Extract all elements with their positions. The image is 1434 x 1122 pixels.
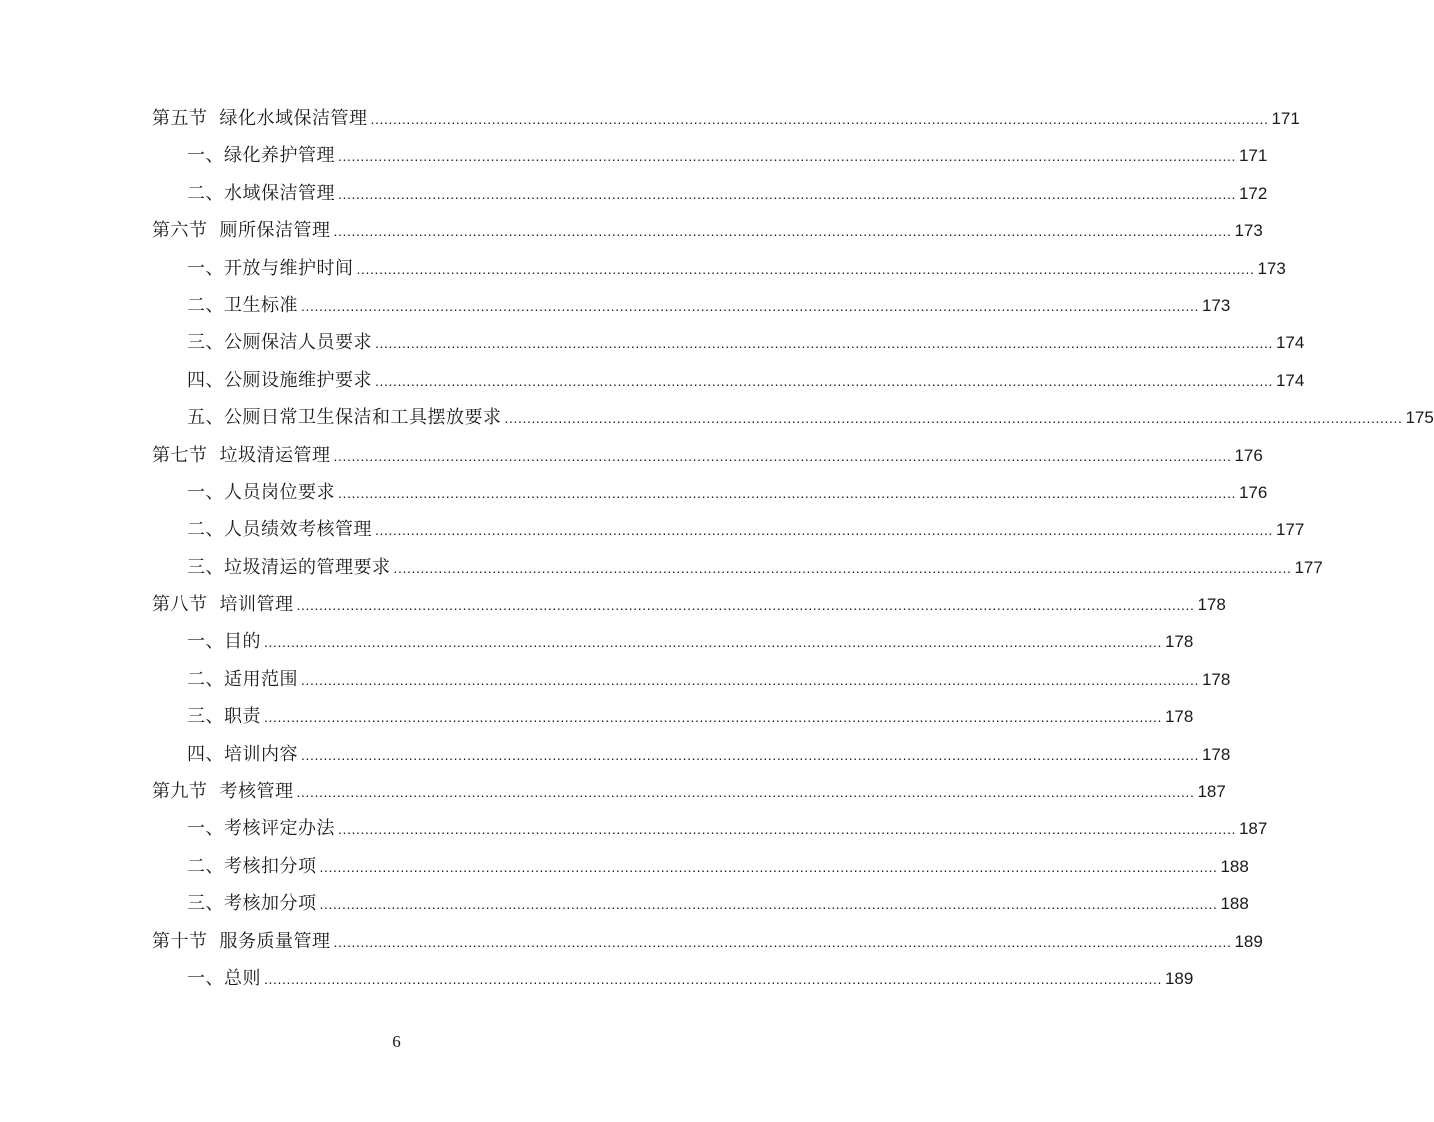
toc-section-entry[interactable] — [152, 773, 1226, 810]
toc-entry-text: 公厕保洁人员要求 — [224, 332, 372, 354]
toc-subsection-entry[interactable] — [152, 137, 1268, 174]
toc-entry-page: 171 — [1238, 146, 1268, 166]
toc-entry-label: 一、 — [187, 967, 224, 989]
toc-entry-label: 一、 — [187, 818, 224, 840]
toc-dot-leader: ........................................................................................................................................................................................................ — [375, 372, 1273, 389]
toc-entry-title — [187, 175, 335, 212]
toc-entry-text: 水域保洁管理 — [224, 182, 335, 204]
toc-entry-text: 考核评定办法 — [224, 818, 335, 840]
toc-entry-title — [187, 250, 354, 287]
toc-entry-page: 173 — [1201, 295, 1231, 315]
toc-dot-leader: ........................................................................................................................................................................................................ — [356, 260, 1255, 277]
toc-entry-label: 一、 — [187, 257, 224, 279]
toc-entry-title — [187, 661, 298, 698]
toc-dot-leader: ........................................................................................................................................................................................................ — [296, 597, 1195, 614]
toc-entry-title — [152, 586, 294, 623]
toc-dot-leader: ........................................................................................................................................................................................................ — [333, 933, 1232, 950]
toc-entry-text: 公厕设施维护要求 — [224, 369, 372, 391]
toc-subsection-entry[interactable] — [152, 960, 1194, 997]
toc-dot-leader: ........................................................................................................................................................................................................ — [375, 335, 1273, 352]
toc-entry-label: 五、 — [187, 407, 224, 429]
toc-entry-title — [187, 549, 391, 586]
toc-entry-text: 总则 — [224, 967, 261, 989]
toc-subsection-entry[interactable] — [152, 885, 1249, 922]
toc-dot-leader: ........................................................................................................................................................................................................ — [338, 185, 1236, 202]
toc-subsection-entry[interactable] — [152, 324, 1305, 361]
toc-subsection-entry[interactable] — [152, 848, 1249, 885]
toc-entry-text: 培训管理 — [219, 594, 294, 616]
toc-entry-label: 第八节 — [152, 594, 208, 616]
table-of-contents — [152, 100, 1434, 997]
toc-entry-title — [187, 885, 317, 922]
toc-dot-leader: ........................................................................................................................................................................................................ — [319, 858, 1218, 875]
toc-subsection-entry[interactable] — [152, 362, 1305, 399]
toc-entry-text: 服务质量管理 — [219, 930, 331, 952]
toc-entry-text: 人员岗位要求 — [224, 481, 335, 503]
toc-entry-title — [187, 848, 317, 885]
toc-entry-page: 173 — [1257, 258, 1286, 278]
toc-entry-page: 174 — [1275, 333, 1305, 353]
toc-entry-text: 垃圾清运的管理要求 — [224, 556, 391, 578]
toc-entry-page: 174 — [1275, 370, 1305, 390]
toc-dot-leader: ........................................................................................................................................................................................................ — [370, 111, 1269, 127]
toc-dot-leader: ........................................................................................................................................................................................................ — [333, 447, 1232, 464]
toc-entry-page: 187 — [1197, 782, 1226, 802]
toc-subsection-entry[interactable] — [152, 810, 1268, 847]
toc-dot-leader: ........................................................................................................................................................................................................ — [375, 522, 1273, 539]
toc-dot-leader: ........................................................................................................................................................................................................ — [301, 671, 1199, 688]
toc-entry-page: 177 — [1275, 520, 1305, 540]
toc-entry-title — [152, 212, 331, 249]
toc-entry-label: 一、 — [187, 631, 224, 653]
toc-entry-label: 第七节 — [152, 444, 208, 466]
toc-entry-title — [187, 362, 372, 399]
toc-dot-leader: ........................................................................................................................................................................................................ — [264, 634, 1162, 651]
toc-entry-label: 四、 — [187, 369, 224, 391]
toc-entry-title — [187, 960, 261, 997]
toc-subsection-entry[interactable] — [152, 474, 1268, 511]
toc-entry-title — [187, 698, 261, 735]
toc-subsection-entry[interactable] — [152, 175, 1268, 212]
toc-entry-page: 178 — [1197, 595, 1226, 615]
toc-entry-page: 188 — [1220, 894, 1249, 914]
toc-entry-label: 二、 — [187, 182, 224, 204]
toc-dot-leader: ........................................................................................................................................................................................................ — [264, 970, 1162, 987]
toc-section-entry[interactable] — [152, 212, 1263, 249]
toc-entry-text: 考核管理 — [219, 781, 294, 803]
toc-entry-label: 二、 — [187, 519, 224, 541]
toc-entry-title — [187, 324, 372, 361]
toc-entry-page: 176 — [1238, 482, 1268, 502]
toc-entry-label: 第九节 — [152, 781, 208, 803]
toc-entry-text: 培训内容 — [224, 743, 298, 765]
page-number: 6 — [392, 1032, 401, 1051]
toc-entry-title — [187, 623, 261, 660]
toc-entry-label: 三、 — [187, 332, 224, 354]
toc-entry-label: 一、 — [187, 481, 224, 503]
toc-entry-label: 一、 — [187, 145, 224, 167]
toc-subsection-entry[interactable] — [152, 250, 1286, 287]
toc-entry-title — [152, 437, 331, 474]
toc-entry-text: 目的 — [224, 631, 261, 653]
toc-entry-page: 178 — [1164, 632, 1194, 652]
toc-entry-page: 178 — [1201, 669, 1231, 689]
toc-entry-title — [187, 399, 502, 436]
toc-section-entry[interactable] — [152, 923, 1263, 960]
toc-entry-title — [187, 287, 298, 324]
toc-entry-text: 公厕日常卫生保洁和工具摆放要求 — [224, 407, 502, 429]
toc-dot-leader: ........................................................................................................................................................................................................ — [504, 410, 1403, 427]
toc-dot-leader: ........................................................................................................................................................................................................ — [338, 148, 1236, 165]
toc-entry-text: 厕所保洁管理 — [219, 220, 331, 242]
toc-entry-title — [187, 810, 335, 847]
toc-dot-leader: ........................................................................................................................................................................................................ — [393, 559, 1292, 576]
toc-subsection-entry[interactable] — [152, 661, 1231, 698]
toc-entry-text: 考核扣分项 — [224, 855, 317, 877]
toc-entry-title — [187, 137, 335, 174]
toc-entry-label: 二、 — [187, 294, 224, 316]
toc-entry-page: 188 — [1220, 856, 1249, 876]
toc-entry-text: 人员绩效考核管理 — [224, 519, 372, 541]
toc-entry-title — [152, 923, 331, 960]
toc-entry-label: 第五节 — [152, 108, 208, 129]
toc-subsection-entry[interactable] — [152, 399, 1434, 436]
toc-entry-text: 垃圾清运管理 — [219, 444, 331, 466]
toc-entry-text: 卫生标准 — [224, 294, 298, 316]
toc-entry-label: 第十节 — [152, 930, 208, 952]
toc-entry-label: 三、 — [187, 706, 224, 728]
toc-entry-label: 三、 — [187, 893, 224, 915]
toc-subsection-entry[interactable] — [152, 549, 1323, 586]
toc-subsection-entry[interactable] — [152, 623, 1194, 660]
toc-entry-title — [187, 474, 335, 511]
toc-entry-title — [152, 100, 368, 137]
toc-dot-leader: ........................................................................................................................................................................................................ — [301, 746, 1199, 763]
toc-entry-page: 171 — [1271, 109, 1300, 128]
toc-entry-text: 考核加分项 — [224, 893, 317, 915]
toc-entry-page: 178 — [1201, 744, 1231, 764]
toc-dot-leader: ........................................................................................................................................................................................................ — [333, 223, 1232, 240]
toc-entry-page: 189 — [1164, 968, 1194, 988]
toc-entry-title — [187, 511, 372, 548]
toc-entry-title — [187, 736, 298, 773]
toc-entry-page: 178 — [1164, 707, 1194, 727]
toc-entry-text: 职责 — [224, 706, 261, 728]
toc-entry-label: 三、 — [187, 556, 224, 578]
toc-subsection-entry[interactable] — [152, 736, 1231, 773]
toc-entry-page: 175 — [1405, 408, 1434, 428]
toc-entry-page: 173 — [1234, 221, 1263, 241]
toc-dot-leader: ........................................................................................................................................................................................................ — [264, 709, 1162, 726]
toc-entry-page: 187 — [1238, 819, 1268, 839]
toc-dot-leader: ........................................................................................................................................................................................................ — [319, 896, 1218, 913]
toc-entry-text: 绿化水域保洁管理 — [219, 108, 368, 129]
toc-entry-page: 189 — [1234, 931, 1263, 951]
toc-entry-text: 适用范围 — [224, 668, 298, 690]
toc-entry-page: 172 — [1238, 183, 1268, 203]
toc-entry-text: 开放与维护时间 — [224, 257, 354, 279]
toc-dot-leader: ........................................................................................................................................................................................................ — [296, 784, 1195, 801]
toc-entry-text: 绿化养护管理 — [224, 145, 335, 167]
toc-section-entry[interactable] — [152, 586, 1226, 623]
toc-section-entry[interactable] — [152, 100, 1300, 137]
toc-subsection-entry[interactable] — [152, 698, 1194, 735]
toc-subsection-entry[interactable] — [152, 511, 1305, 548]
toc-entry-page: 176 — [1234, 445, 1263, 465]
toc-dot-leader: ........................................................................................................................................................................................................ — [338, 484, 1236, 501]
toc-entry-label: 第六节 — [152, 220, 208, 242]
toc-entry-label: 二、 — [187, 668, 224, 690]
toc-subsection-entry[interactable] — [152, 287, 1231, 324]
toc-entry-page: 177 — [1294, 557, 1323, 577]
toc-section-entry[interactable] — [152, 437, 1263, 474]
toc-entry-label: 四、 — [187, 743, 224, 765]
toc-entry-label: 二、 — [187, 855, 224, 877]
toc-dot-leader: ........................................................................................................................................................................................................ — [301, 297, 1199, 314]
toc-entry-title — [152, 773, 294, 810]
toc-dot-leader: ........................................................................................................................................................................................................ — [338, 821, 1236, 838]
